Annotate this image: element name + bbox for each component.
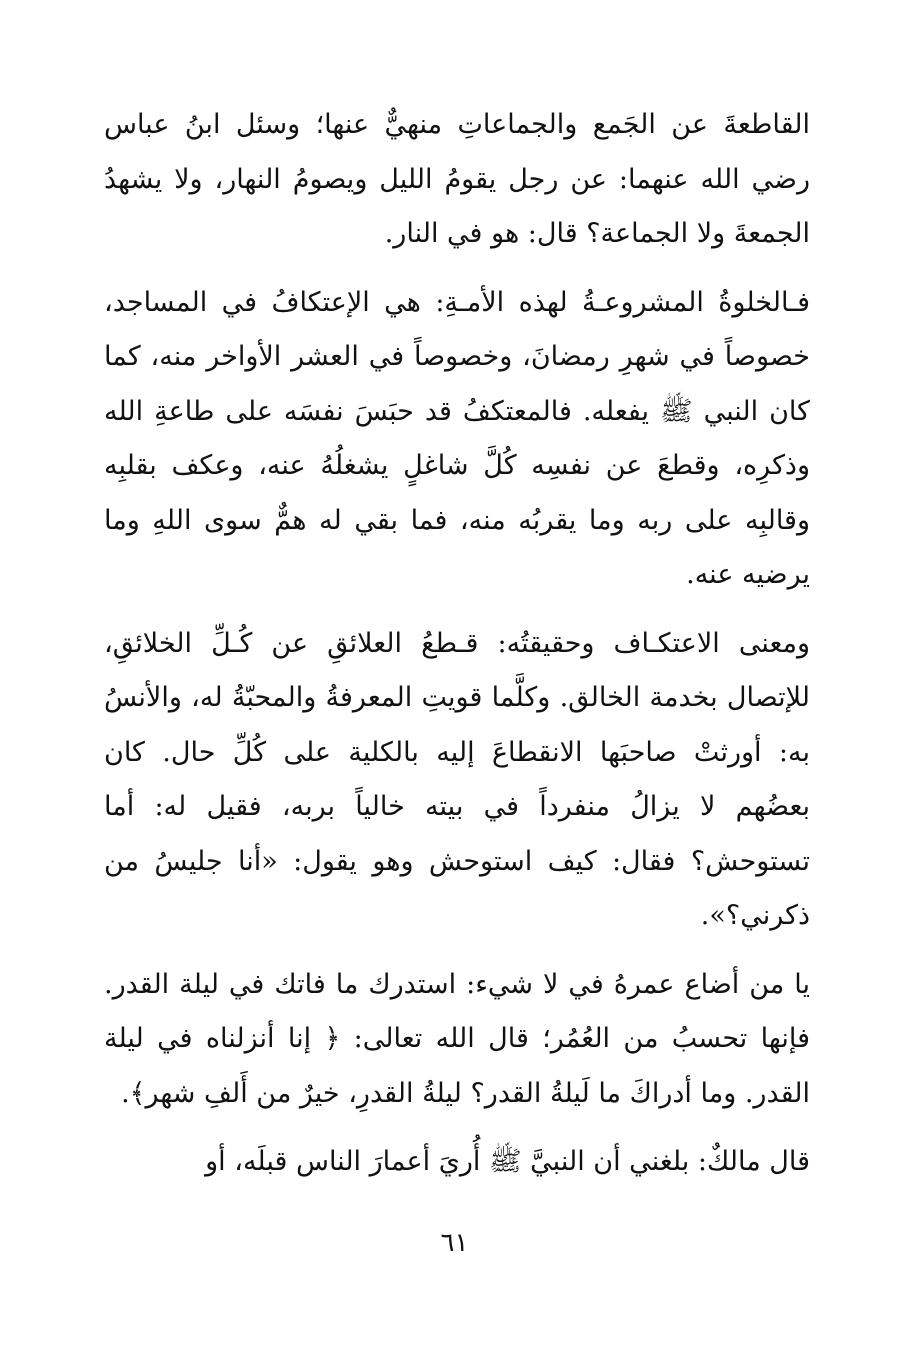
page-number: ٦١ (440, 1228, 469, 1258)
paragraph-5: قال مالكٌ: بلغني أن النبيَّ ﷺ أُريَ أعمارَ الناس قبلَه، أو (205, 1146, 810, 1177)
page-body (104, 98, 810, 1204)
paragraph-1: القاطعةَ عن الجَمع والجماعاتِ منهيٌّ عنها؛ وسئل ابنُ عباس رضي الله عنهما: عن رجل يقومُ الليل ويصومُ النهار، ولا يشهدُ الجمعةَ ولا الجماعة؟ قال: هو في النار. (104, 109, 810, 249)
paragraph-3: ومعنى الاعتكـاف وحقيقتُه: قـطعُ العلائقِ عن كُـلِّ الخلائقِ، للإتصال بخدمة الخالق. وكلَّما قويتِ المعرفةُ والمحبّةُ له، والأنسُ به: أورثتْ صاحبَها الانقطاعَ إليه بالكلية على كُلِّ حال. كان بعضُهم لا يزالُ منفرداً في بيته خالياً بربه، فقيل له: أما تستوحش؟ فقال: كيف استوحش وهو يقول: «أنا جليسُ من ذكرني؟». (104, 627, 810, 931)
paragraph-2: فـالخلوةُ المشروعـةُ لهذه الأمـةِ: هي الإعتكافُ في المساجد، خصوصاً في شهرِ رمضانَ، وخصوصاً في العشر الأواخر منه، كما كان النبي ﷺ يفعله. فالمعتكفُ قد حبَسَ نفسَه على طاعةِ الله وذكرِه، وقطعَ عن نفسِه كُلَّ شاغلٍ يشغلُهُ عنه، وعكف بقلبِه وقالبِه على ربه وما يقربُه منه، فما بقي له همٌّ سوى اللهِ وما يرضيه عنه. (104, 286, 810, 590)
paragraph-4: يا من أضاع عمرهُ في لا شيء: استدرك ما فاتك في ليلة القدر. فإنها تحسبُ من العُمُر؛ قال الله تعالى: ﴿ إنا أنزلناه في ليلة القدر. وما أدراكَ ما لَيلةُ القدر؟ ليلةُ القدرِ، خيرٌ من أَلفِ شهر﴾. (104, 968, 810, 1109)
